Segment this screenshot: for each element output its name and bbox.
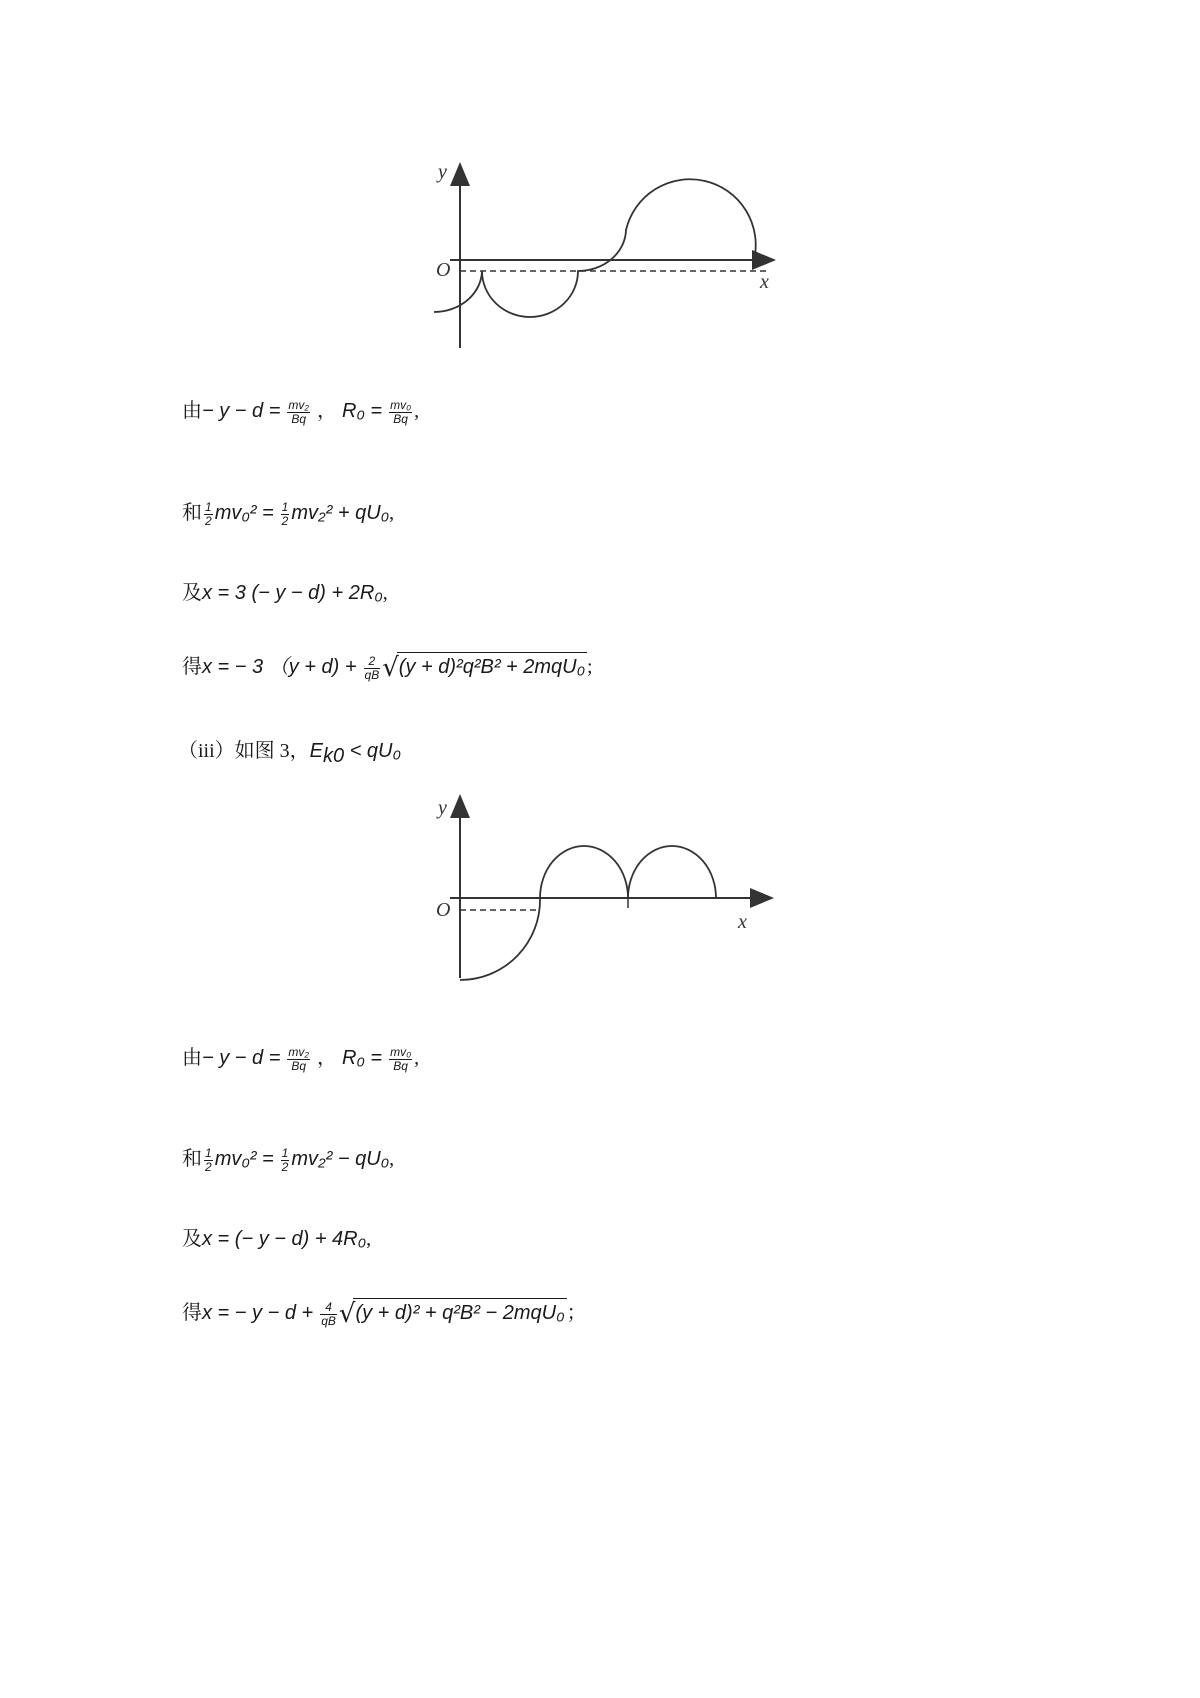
fraction-4-qb: $\frac{4}{qB}$ xyxy=(321,1299,336,1328)
fraction-mv0-bq: $\frac{\text{mv₀}}{Bq}$ xyxy=(390,1044,412,1073)
fraction-2-qb: $\frac{2}{qB}$ xyxy=(364,653,380,682)
sqrt-symbol: √ xyxy=(338,1299,356,1329)
fraction-half: $\frac{1}{2}$ xyxy=(281,499,289,528)
fraction-mv2-bq: $\frac{\text{mv₂}}{Bq}$ xyxy=(288,397,309,426)
trajectory-curve xyxy=(460,846,716,980)
sqrt-radicand: (y + d)²q²B² + 2mqU₀ xyxy=(397,652,587,680)
fraction-half: $\frac{1}{2}$ xyxy=(281,1145,289,1174)
equation-line-2b: 和 $\frac{1}{2}$ mv₀² = $\frac{1}{2}$ mv₂² − qU₀, xyxy=(182,1145,395,1174)
equation-line-1a: 由− y − d = $\frac{\text{mv₂}}{Bq}$ ， R₀ = $\frac{\text{mv₀}}{Bq}$ , xyxy=(182,397,420,426)
trajectory-diagram-1 xyxy=(420,160,780,360)
sqrt-symbol: √ xyxy=(382,653,399,683)
fraction-mv0-bq: $\frac{\text{mv₀}}{Bq}$ xyxy=(390,397,412,426)
x-axis-label: x xyxy=(760,271,769,293)
origin-label: O xyxy=(436,259,451,281)
sqrt-radicand: (y + d)² + q²B² − 2mqU₀ xyxy=(353,1298,566,1326)
equation-line-1c: 及x = 3 (− y − d) + 2R₀, xyxy=(182,582,388,604)
trajectory-curve xyxy=(434,179,756,317)
case-iii-heading: （iii）如图 3，$E_{k0} < qU_0$ xyxy=(178,740,401,767)
y-axis-label: y xyxy=(438,797,447,819)
equation-line-2a: 由− y − d = $\frac{\text{mv₂}}{Bq}$ ， R₀ = $\frac{\text{mv₀}}{Bq}$ , xyxy=(182,1044,420,1073)
figure-2 xyxy=(420,792,780,992)
fraction-mv2-bq: $\frac{\text{mv₂}}{Bq}$ xyxy=(288,1044,309,1073)
equation-line-1b: 和 $\frac{1}{2}$ mv₀² = $\frac{1}{2}$ mv₂² + qU₀, xyxy=(182,499,395,528)
equation-line-1d: 得x = − 3 （y + d) + $\frac{2}{qB}$ √(y + d)²q²B² + 2mqU₀ ; xyxy=(182,653,593,683)
equation-line-2d: 得x = − y − d + $\frac{4}{qB}$ √(y + d)² + q²B² − 2mqU₀ ； xyxy=(182,1299,587,1329)
y-axis-label: y xyxy=(438,161,447,183)
x-axis-label: x xyxy=(738,911,747,933)
fraction-half: $\frac{1}{2}$ xyxy=(205,499,212,528)
origin-label: O xyxy=(436,899,451,921)
figure-1 xyxy=(420,160,780,360)
trajectory-diagram-2 xyxy=(420,792,780,992)
fraction-half: $\frac{1}{2}$ xyxy=(205,1145,212,1174)
equation-line-2c: 及x = (− y − d) + 4R₀, xyxy=(182,1228,372,1250)
